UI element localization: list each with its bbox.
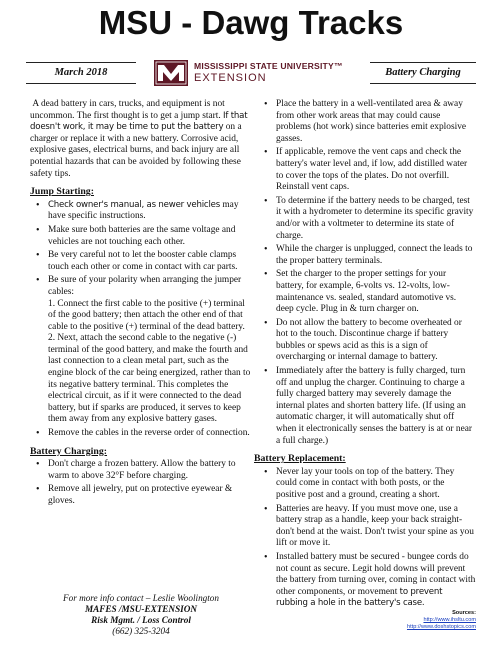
list-item: • Check owner's manual, as newer vehicles may have specific instructions.: [30, 200, 252, 223]
right-column: [254, 99, 476, 612]
sources-label: Sources:: [452, 610, 476, 616]
page-title: MSU - Dawg Tracks: [98, 4, 404, 41]
list-item: • To determine if the battery needs to be charged, test it with a hydrometer to determine its specific gravity and/or with a voltmeter to determine its state of charge.: [254, 196, 476, 242]
list-item: • Don't charge a frozen battery. Allow the battery to warm to above 32°F before charging.: [30, 459, 252, 482]
list-item: • Never lay your tools on top of the battery. They could come in contact with both posts, or the positive post and a ground, creating a short.: [254, 467, 476, 502]
battery-replacement-list: [254, 467, 476, 610]
left-column: [30, 99, 252, 510]
battery-charging-list: [30, 459, 252, 507]
contact-footer: [30, 593, 252, 637]
list-item: • If applicable, remove the vent caps and check the battery's water level and, if low, add distilled water to cover the tops of the plates. Do not overfill. Reinstall vent caps.: [254, 147, 476, 193]
list-item: • Do not allow the battery to become overheated or hot to the touch. Discontinue charge if battery bubbles or spews acid as this is a sign of overcharging or internal damage to battery.: [254, 318, 476, 364]
list-item: • Immediately after the battery is fully charged, turn off and unplug the charger. Continuing to charge a fully charged battery may severely damage the internal plates and shorten battery life. (If using an automatic charger, it will automatically shut off when it electronically senses the battery is at or near a full charge.): [254, 366, 476, 447]
list-item: • Place the battery in a well-ventilated area & away from other work areas that may could cause problems (hot work) since batteries emit explosive gasses.: [254, 99, 476, 145]
logo-line-2: EXTENSION: [194, 72, 267, 84]
sources-block: [336, 610, 476, 631]
intro-text-2: on a charger or replace it with a new battery. Corrosive acid, explosive gases, electrical burns, and back injury are all potential hazards that can be avoided by following these safety tips.: [30, 122, 242, 179]
msu-m-logo-icon: [154, 60, 188, 86]
charging-steps-list: [254, 99, 476, 447]
logo-line-1: MISSISSIPPI STATE UNIVERSITY: [194, 61, 334, 71]
source-link[interactable]: http://www.doshstopics.com: [406, 624, 476, 630]
jump-starting-list: [30, 200, 252, 440]
logo-trademark: ™: [333, 61, 343, 71]
intro-handwriting: If that doesn't work, it may be time to put the battery: [30, 110, 248, 133]
contact-phone: (662) 325-3204: [112, 626, 170, 636]
contact-line: For more info contact – Leslie Woolington: [62, 593, 219, 603]
header-band: [26, 59, 476, 87]
list-item: • Make sure both batteries are the same voltage and vehicles are not touching each other.: [30, 225, 252, 248]
intro-paragraph: [30, 99, 252, 180]
list-item: • Installed battery must be secured - bungee cords do not count as secure. Legit hold downs will prevent the battery from turning over, coming in contact with other components, or movement to prevent rubbing a hole in the battery's case.: [254, 552, 476, 610]
battery-charging-heading: Battery Charging:: [30, 445, 108, 457]
contact-dept: Risk Mgmt. / Loss Control: [91, 615, 191, 625]
issue-date: March 2018: [26, 62, 136, 84]
list-item: • Batteries are heavy. If you must move one, use a battery strap as a handle, keep your back straight-don't bend at the waist. Don't twist your spine as you lift or move it.: [254, 504, 476, 550]
battery-replacement-heading: Battery Replacement:: [254, 453, 346, 465]
jump-starting-heading: Jump Starting:: [30, 186, 94, 198]
list-item: • While the charger is unplugged, connect the leads to the proper battery terminals.: [254, 244, 476, 267]
contact-org: MAFES /MSU-EXTENSION: [84, 604, 198, 614]
source-link[interactable]: http://www.ihsltu.com: [423, 617, 476, 623]
issue-topic: Battery Charging: [370, 62, 476, 84]
list-item: • Set the charger to the proper settings for your battery, for example, 6-volts vs. 12-volts, low-maintenance vs. sealed, standard automotive vs. deep cycle. Plug in & turn charger on.: [254, 269, 476, 315]
list-item: • Be sure of your polarity when arranging the jumper cables: 1. Connect the first cable to the positive (+) terminal of the good battery; then attach the other end of that cable to the positive (+) terminal of the dead battery. 2. Next, attach the second cable to the negative (-) terminal of the good battery, and make the fourth and last connection to a clean metal part, such as the engine block of the car being energized, rather than to its negative battery terminal. This completes the electrical circuit, as if it were connected to the dead battery, but if sparks are produced, it serves to keep them away from any explosive battery gases.: [30, 275, 252, 426]
msu-extension-logo: [154, 59, 354, 87]
list-item: • Remove the cables in the reverse order of connection.: [30, 428, 252, 440]
polarity-step-2: 2. Next, attach the second cable to the negative (-) terminal of the good battery, and make the fourth and last connection to a clean metal part, such as the engine block of the car being energized, rather than to its negative battery terminal. This completes the electrical circuit, as if it were connected to the dead battery, but if sparks are produced, it serves to keep them away from any explosive battery gases.: [48, 333, 251, 425]
list-item: • Be very careful not to let the booster cable clamps touch each other or come in contact with car parts.: [30, 250, 252, 273]
polarity-step-1: 1. Connect the first cable to the positive (+) terminal of the good battery; then attach the other end of that cable to the positive (+) terminal of the dead battery.: [48, 298, 245, 332]
intro-text-1: A dead battery in cars, trucks, and equipment is not uncommon. The first thought is to get a jump start.: [30, 99, 225, 121]
list-item: • Remove all jewelry, put on protective eyewear & gloves.: [30, 484, 252, 507]
